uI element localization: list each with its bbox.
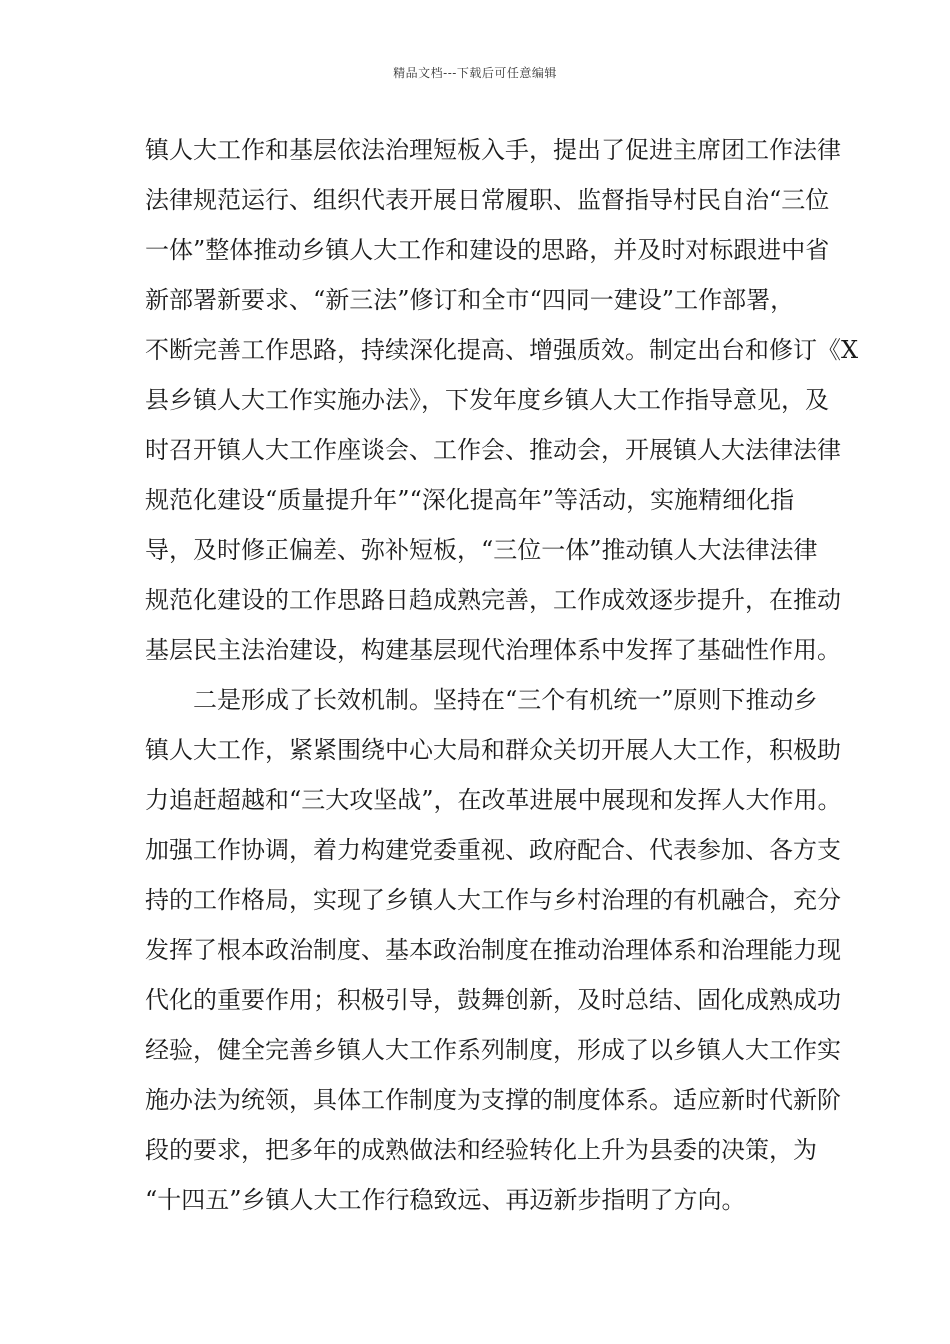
text-line: 导，及时修正偏差、弥补短板，“三位一体”推动镇人大法律法律 (145, 536, 818, 564)
text-line: 时召开镇人大工作座谈会、工作会、推动会，开展镇人大法律法律 (145, 436, 841, 464)
text-line: 加强工作协调，着力构建党委重视、政府配合、代表参加、各方支 (145, 836, 841, 864)
text-line: 力追赶超越和“三大攻坚战”，在改革进展中展现和发挥人大作用。 (145, 786, 842, 814)
text-line: 一体”整体推动乡镇人大工作和建设的思路，并及时对标跟进中省 (145, 236, 830, 264)
text-line: 规范化建设的工作思路日趋成熟完善，工作成效逐步提升，在推动 (145, 586, 841, 614)
text-line: 基层民主法治建设，构建基层现代治理体系中发挥了基础性作用。 (145, 636, 841, 664)
text-line: 新部署新要求、“新三法”修订和全市“四同一建设”工作部署， (145, 286, 795, 314)
text-line: “十四五”乡镇人大工作行稳致远、再迈新步指明了方向。 (145, 1186, 746, 1214)
text-line: 镇人大工作和基层依法治理短板入手，提出了促进主席团工作法律 (145, 136, 841, 164)
text-line: 法律规范运行、组织代表开展日常履职、监督指导村民自治“三位 (145, 186, 830, 214)
text-line: 经验，健全完善乡镇人大工作系列制度，形成了以乡镇人大工作实 (145, 1036, 841, 1064)
text-line: 镇人大工作，紧紧围绕中心大局和群众关切开展人大工作，积极助 (145, 736, 841, 764)
paragraph-first-line: 二是形成了长效机制。坚持在“三个有机统一”原则下推动乡 (193, 686, 818, 714)
page-header: 精品文档---下载后可任意编辑 (393, 66, 557, 80)
text-line: 代化的重要作用；积极引导，鼓舞创新，及时总结、固化成熟成功 (145, 986, 841, 1014)
text-line: 施办法为统领，具体工作制度为支撑的制度体系。适应新时代新阶 (145, 1086, 841, 1114)
text-line: 持的工作格局，实现了乡镇人大工作与乡村治理的有机融合，充分 (145, 886, 841, 914)
text-line: 发挥了根本政治制度、基本政治制度在推动治理体系和治理能力现 (145, 936, 841, 964)
text-line: 县乡镇人大工作实施办法》，下发年度乡镇人大工作指导意见，及 (145, 386, 829, 414)
body-text (145, 125, 859, 1225)
text-line: 段的要求，把多年的成熟做法和经验转化上升为县委的决策，为 (145, 1136, 817, 1164)
text-line: 规范化建设“质量提升年”“深化提高年”等活动，实施精细化指 (145, 486, 795, 514)
text-line: 不断完善工作思路，持续深化提高、增强质效。制定出台和修订《X (145, 336, 859, 364)
